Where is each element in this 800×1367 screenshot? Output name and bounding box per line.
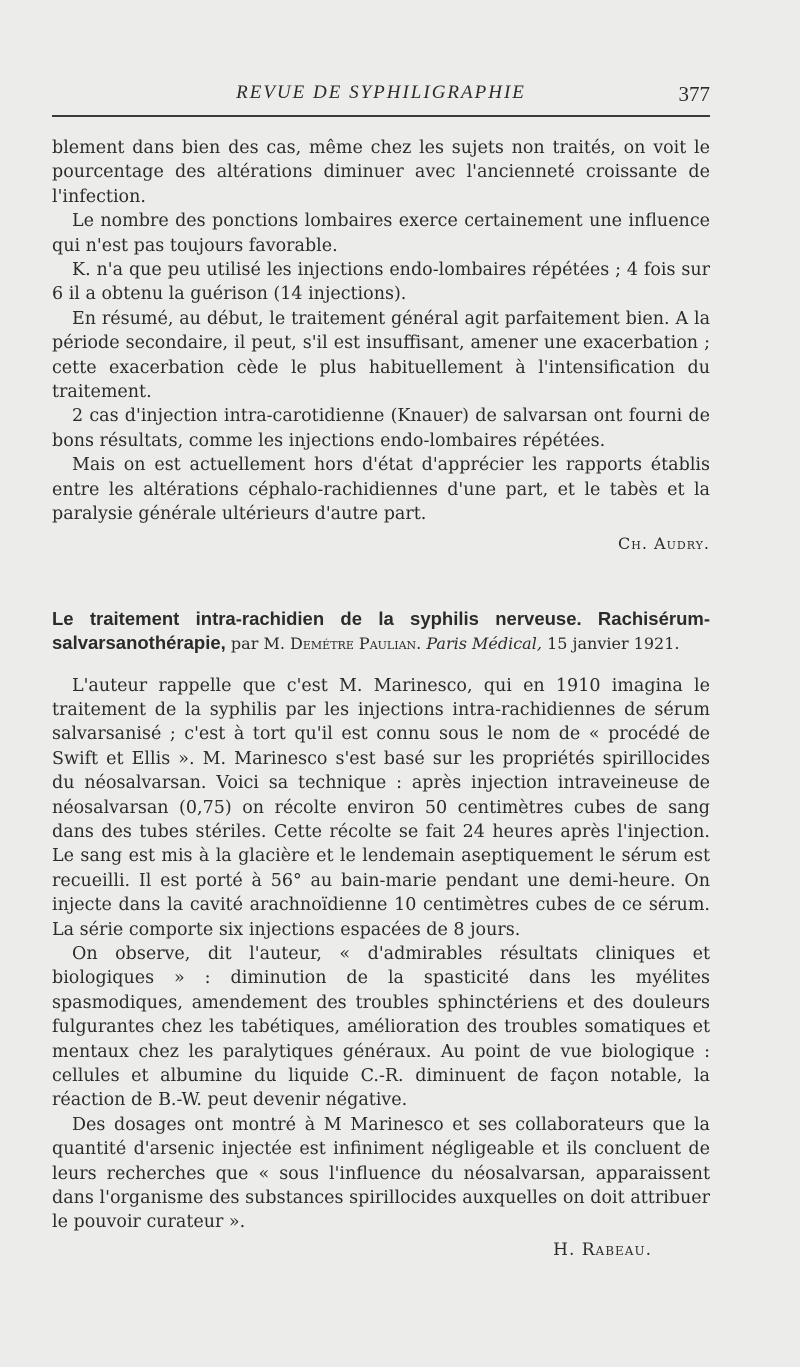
article-author: Demétre Paulian. [290,633,422,653]
journal-name: Paris Médical, [426,633,542,653]
page-body [52,136,710,1263]
paragraph: Mais on est actuellement hors d'état d'apprécier les rapports établis entre les altérations céphalo-rachidiennes d'une part, et le tabès et la paralysie générale ultérieurs d'autre part. [52,455,710,525]
paragraph: Des dosages ont montré à M Marinesco et ses collaborateurs que la quantité d'arsenic injectée est infiniment négligeable et ils concluent de leurs recherches que « sous l'influence du néosalvarsan, apparaissent dans l'organisme des substances spirillocides auxquelles on doit attribuer le pouvoir curateur ». [52,1114,710,1233]
previous-review-continuation [52,136,710,557]
page-number: 377 [678,82,710,106]
paragraph: 2 cas d'injection intra-carotidienne (Knauer) de salvarsan ont fourni de bons résultats, comme les injections endo-lombaires répétées. [52,406,710,451]
publication-date: 15 janvier 1921. [547,633,680,653]
paragraph: En résumé, au début, le traitement général agit parfaitement bien. A la période secondaire, il peut, s'il est insuffisant, amener une exacerbation ; cette exacerbation cède le plus habituellement à l'intensification du traitement. [52,308,710,403]
article-heading [52,607,710,656]
paragraph: On observe, dit l'auteur, « d'admirables résultats cliniques et biologiques » : diminution de la spasticité dans les myélites spasmodiques, amendement des troubles sphinctériens et des douleurs fulgurantes chez les tabétiques, amélioration des troubles somatiques et mentaux chez les paralytiques généraux. Au point de vue biologique : cellules et albumine du liquide C.-R. diminuent de façon notable, la réaction de B.-W. peut devenir négative. [52,943,710,1111]
paragraph: L'auteur rappelle que c'est M. Marinesco, qui en 1910 imagina le traitement de la syphilis par les injections intra-rachidiennes de sérum salvarsanisé ; c'est à tort qu'il est connu sous le nom de « procédé de Swift et Ellis ». M. Marinesco s'est basé sur les propriétés spirillocides du néosalvarsan. Voici sa technique : après injection intraveineuse de néosalvarsan (0,75) on récolte environ 50 centimètres cubes de sang dans des tubes stériles. Cette récolte se fait 24 heures après l'injection. Le sang est mis à la glacière et le lendemain aseptiquement le sérum est recueilli. Il est porté à 56° au bain-marie pendant une demi-heure. On injecte dans la cavité arachnoïdienne 10 centimètres cubes de ce sérum. La série comporte six injections espacées de 8 jours. [52,675,710,940]
header-rule [52,115,710,117]
author-prefix: par M. [230,633,285,653]
article-body [52,674,710,1263]
page-header [52,82,710,122]
paragraph: K. n'a que peu utilisé les injections endo-lombaires répétées ; 4 fois sur 6 il a obtenu la guérison (14 injections). [52,260,710,305]
article-title: Le traitement intra-rachidien de la syphilis nerveuse. Rachisérum-salvarsanothérapie, [52,607,710,653]
paragraph: Le nombre des ponctions lombaires exerce certainement une influence qui n'est pas toujours favorable. [52,211,710,256]
signature-rabeau: H. Rabeau. [553,1239,652,1260]
signature-audry: Ch. Audry. [618,533,710,553]
running-title: REVUE DE SYPHILIGRAPHIE [236,82,526,103]
paragraph: blement dans bien des cas, même chez les sujets non traités, on voit le pourcentage des altérations diminuer avec l'ancienneté croissante de l'infection. [52,138,710,207]
